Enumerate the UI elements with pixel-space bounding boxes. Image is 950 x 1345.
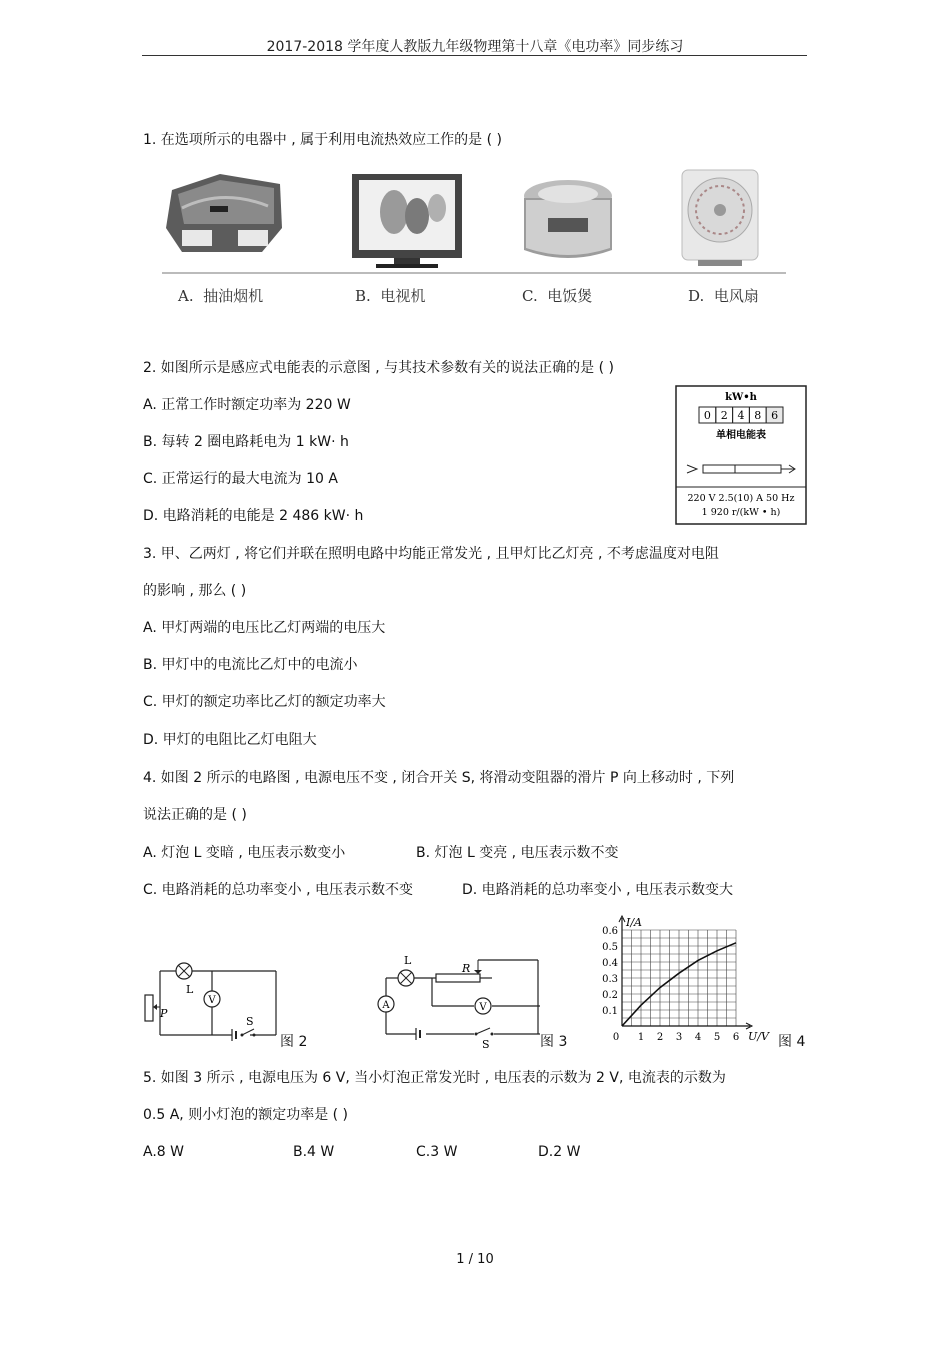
q3-stem-line-1: 3. 甲、乙两灯 , 将它们并联在照明电路中均能正常发光 , 且甲灯比乙灯亮 , 不考虑温度对电阻 <box>143 546 719 562</box>
q1-appliance-images <box>162 168 786 278</box>
lamp-symbol <box>176 963 192 979</box>
voltmeter-label: V <box>208 995 216 1006</box>
figure-2-caption: 图 2 <box>280 1034 308 1050</box>
x-tick-label: 0 <box>612 1032 620 1043</box>
voltmeter-symbol <box>204 991 220 1007</box>
meter-spec-2: 1 920 r/(kW • h) <box>701 507 781 518</box>
y-tick-label: 0.2 <box>602 990 618 1001</box>
q1-option-c <box>522 285 592 306</box>
y-tick-label: 0.5 <box>602 942 618 953</box>
q4-option-d: D. 电路消耗的总功率变小 , 电压表示数变大 <box>462 882 734 898</box>
rheostat-symbol <box>145 995 160 1021</box>
television-image <box>352 174 462 268</box>
q2-option-b: B. 每转 2 圈电路耗电为 1 kW· h <box>143 434 349 450</box>
meter-unit: kW•h <box>725 392 757 403</box>
page-header-title: 2017-2018 学年度人教版九年级物理第十八章《电功率》同步练习 <box>266 39 684 55</box>
meter-spec-1: 220 V 2.5(10) A 50 Hz <box>687 493 795 504</box>
option-letter: D. <box>688 287 705 305</box>
battery-symbol <box>232 1029 236 1041</box>
q2-option-c: C. 正常运行的最大电流为 10 A <box>143 471 338 487</box>
q5-option-d: D.2 W <box>538 1144 581 1160</box>
option-name: 抽油烟机 <box>203 287 264 305</box>
switch-label: S <box>482 1038 490 1050</box>
switch-symbol <box>475 1028 494 1036</box>
chart-y-ticks <box>602 926 618 1017</box>
option-letter: C. <box>522 287 538 305</box>
q5-stem-line-2: 0.5 A, 则小灯泡的额定功率是 ( ) <box>143 1107 349 1123</box>
chart-grid <box>622 930 736 1026</box>
figure-3-caption: 图 3 <box>540 1034 568 1050</box>
iu-chart <box>588 910 778 1050</box>
circuit-figure-3 <box>370 950 540 1050</box>
q5-option-a: A.8 W <box>143 1144 184 1160</box>
voltmeter-label: V <box>479 1002 487 1013</box>
q5-option-b: B.4 W <box>293 1144 335 1160</box>
chart-x-ticks <box>613 1032 739 1043</box>
q4-option-c: C. 电路消耗的总功率变小 , 电压表示数不变 <box>143 882 414 898</box>
q2-stem: 2. 如图所示是感应式电能表的示意图 , 与其技术参数有关的说法正确的是 ( ) <box>143 360 614 376</box>
header-rule <box>142 55 807 56</box>
meter-digit: 4 <box>737 409 745 422</box>
slider-label: P <box>160 1007 168 1020</box>
option-letter: B. <box>355 287 371 305</box>
x-tick-label: 6 <box>732 1032 740 1043</box>
meter-digit: 6 <box>771 409 779 422</box>
lamp-label: L <box>404 954 412 967</box>
q3-option-d: D. 甲灯的电阻比乙灯电阻大 <box>143 732 317 748</box>
range-hood-image <box>166 174 282 252</box>
x-tick-label: 5 <box>713 1032 721 1043</box>
ammeter-label: A <box>382 1000 390 1011</box>
option-name: 电视机 <box>380 287 426 305</box>
chart-axes <box>619 916 752 1029</box>
rice-cooker-image <box>524 180 612 258</box>
lamp-symbol <box>398 970 414 986</box>
meter-digit: 0 <box>703 409 711 422</box>
page-number: 1 / 10 <box>456 1252 494 1267</box>
switch-symbol <box>241 1029 256 1037</box>
x-tick-label: 3 <box>675 1032 683 1043</box>
q4-stem-line-1: 4. 如图 2 所示的电路图 , 电源电压不变 , 闭合开关 S, 将滑动变阻器的滑片 P 向上移动时 , 下列 <box>143 770 735 786</box>
q2-option-d: D. 电路消耗的电能是 2 486 kW· h <box>143 508 364 524</box>
q2-option-a: A. 正常工作时额定功率为 220 W <box>143 397 351 413</box>
q4-option-b: B. 灯泡 L 变亮 , 电压表示数不变 <box>416 845 619 861</box>
lamp-label: L <box>186 983 194 996</box>
chart-x-axis-label: U/V <box>748 1030 769 1043</box>
q4-stem-line-2: 说法正确的是 ( ) <box>143 807 247 823</box>
q3-option-c: C. 甲灯的额定功率比乙灯的额定功率大 <box>143 694 386 710</box>
meter-digit: 2 <box>720 409 728 422</box>
switch-label: S <box>246 1015 254 1028</box>
y-tick-label: 0.3 <box>602 974 618 985</box>
option-letter: A. <box>178 287 194 305</box>
q1-option-b <box>355 285 425 306</box>
q3-option-b: B. 甲灯中的电流比乙灯中的电流小 <box>143 657 358 673</box>
q1-option-a <box>178 285 263 306</box>
meter-digit: 8 <box>754 409 762 422</box>
option-name: 电风扇 <box>713 287 759 305</box>
x-tick-label: 1 <box>637 1032 645 1043</box>
x-tick-label: 4 <box>694 1032 702 1043</box>
q1-option-d <box>688 285 759 306</box>
meter-name: 单相电能表 <box>716 430 766 441</box>
y-tick-label: 0.6 <box>602 926 618 937</box>
resistor-label: R <box>462 962 471 975</box>
q5-option-c: C.3 W <box>416 1144 458 1160</box>
rheostat-symbol <box>436 960 482 982</box>
ammeter-symbol <box>378 996 394 1012</box>
q3-stem-line-2: 的影响 , 那么 ( ) <box>143 583 247 599</box>
y-tick-label: 0.4 <box>602 958 618 969</box>
y-tick-label: 0.1 <box>602 1006 618 1017</box>
q3-option-a: A. 甲灯两端的电压比乙灯两端的电压大 <box>143 620 386 636</box>
circuit-figure-2 <box>140 955 280 1050</box>
battery-symbol <box>416 1028 420 1040</box>
q4-option-a: A. 灯泡 L 变暗 , 电压表示数变小 <box>143 845 346 861</box>
q1-stem: 1. 在选项所示的电器中 , 属于利用电流热效应工作的是 ( ) <box>143 132 502 148</box>
electric-meter-figure <box>675 385 807 525</box>
voltmeter-symbol <box>475 998 491 1014</box>
box-fan-image <box>682 170 758 266</box>
q5-stem-line-1: 5. 如图 3 所示 , 电源电压为 6 V, 当小灯泡正常发光时 , 电压表的示数为 2 V, 电流表的示数为 <box>143 1070 726 1086</box>
option-name: 电饭煲 <box>547 287 593 305</box>
x-tick-label: 2 <box>656 1032 664 1043</box>
chart-y-axis-label: I/A <box>626 916 642 929</box>
figure-4-caption: 图 4 <box>778 1034 806 1050</box>
